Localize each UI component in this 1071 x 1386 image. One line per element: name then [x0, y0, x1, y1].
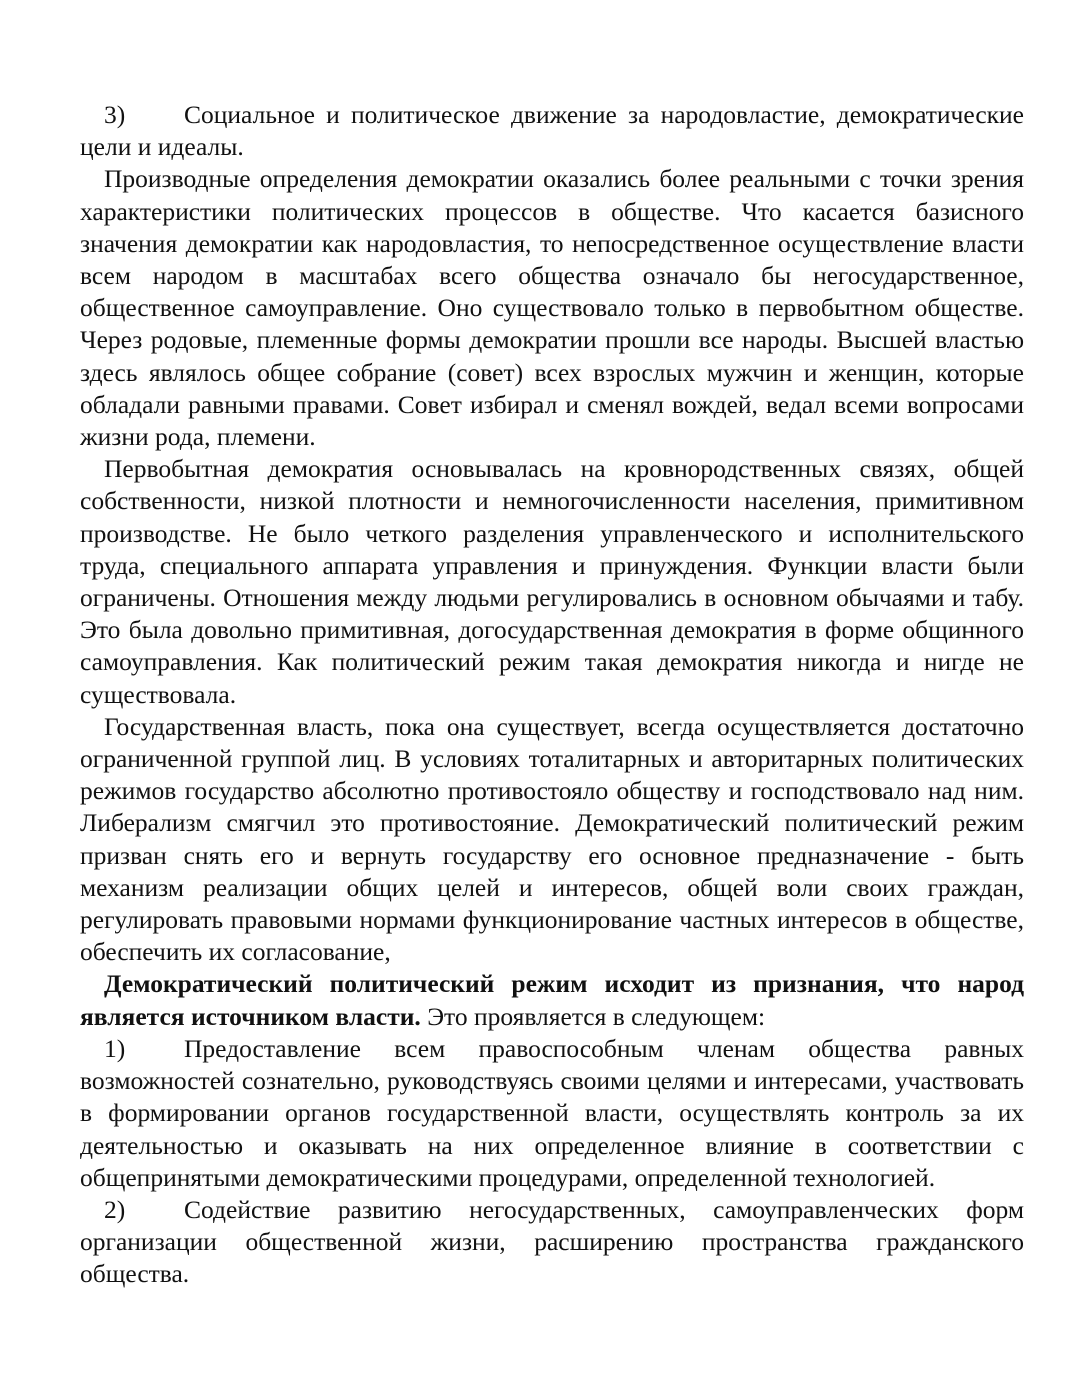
- statement-followup: Это проявляется в следующем:: [420, 1001, 766, 1031]
- paragraph-derived-definitions: Производные определения демократии оказались более реальными с точки зрения характеристики политических процессов в обществе. Что касается базисного значения демократии как народовластия, то непосредственное осуществление власти всем народом в масштабах всего общества означало бы негосударственное, общественное самоуправление. Оно существовало только в первобытном обществе. Через родовые, племенные формы демократии прошли все народы. Высшей властью здесь являлось общее собрание (совет) всех взрослых мужчин и женщин, которые обладали равными правами. Совет избирал и сменял вождей, ведал всеми вопросами жизни рода, племени.: [80, 164, 1024, 452]
- list-number: 3): [104, 100, 126, 129]
- list-number: 2): [104, 1194, 126, 1224]
- list-item-2: [80, 1194, 1024, 1291]
- paragraph-state-power: Государственная власть, пока она существует, всегда осуществляется достаточно ограниченной группой лиц. В условиях тоталитарных и авторитарных политических режимов государство абсолютно противостояло обществу и господствовало над ним. Либерализм смягчил это противостояние. Демократический политический режим призван снять его и вернуть государству его основное предназначение - быть механизм реализации общих целей и интересов, общей воли своих граждан, регулировать правовыми нормами функционирование частных интересов в обществе, обеспечить их согласование,: [80, 711, 1024, 967]
- list-number: 1): [104, 1033, 126, 1063]
- list-item-text: Содействие развитию негосударственных, самоуправленческих форм организации общественной жизни, расширению пространства гражданского общества.: [80, 1194, 1024, 1289]
- list-item-3: [80, 99, 1024, 163]
- bold-statement: Демократический политический режим исходит из признания, что народ является источником власти.: [80, 969, 1024, 1031]
- list-item-text: Предоставление всем правоспособным членам общества равных возможностей сознательно, руководствуясь своими целями и интересами, участвовать в формировании органов государственной власти, осуществлять контроль за их деятельностью и оказывать на них определенное влияние в соответствии с общепринятыми демократическими процедурами, определенной технологией.: [80, 1033, 1024, 1192]
- document-page: [80, 99, 1024, 1291]
- paragraph-democratic-regime: [80, 968, 1024, 1032]
- paragraph-primitive-democracy: Первобытная демократия основывалась на кровнородственных связях, общей собственности, низкой плотности и немногочисленности населения, примитивном производстве. Не было четкого разделения управленческого и исполнительского труда, специального аппарата управления и принуждения. Функции власти были ограничены. Отношения между людьми регулировались в основном обычаями и табу. Это была довольно примитивная, догосударственная демократия в форме общинного самоуправления. Как политический режим такая демократия никогда и нигде не существовала.: [80, 454, 1024, 709]
- list-item-1: [80, 1033, 1024, 1194]
- list-item-text: Социальное и политическое движение за народовластие, демократические цели и идеалы.: [80, 100, 1024, 162]
